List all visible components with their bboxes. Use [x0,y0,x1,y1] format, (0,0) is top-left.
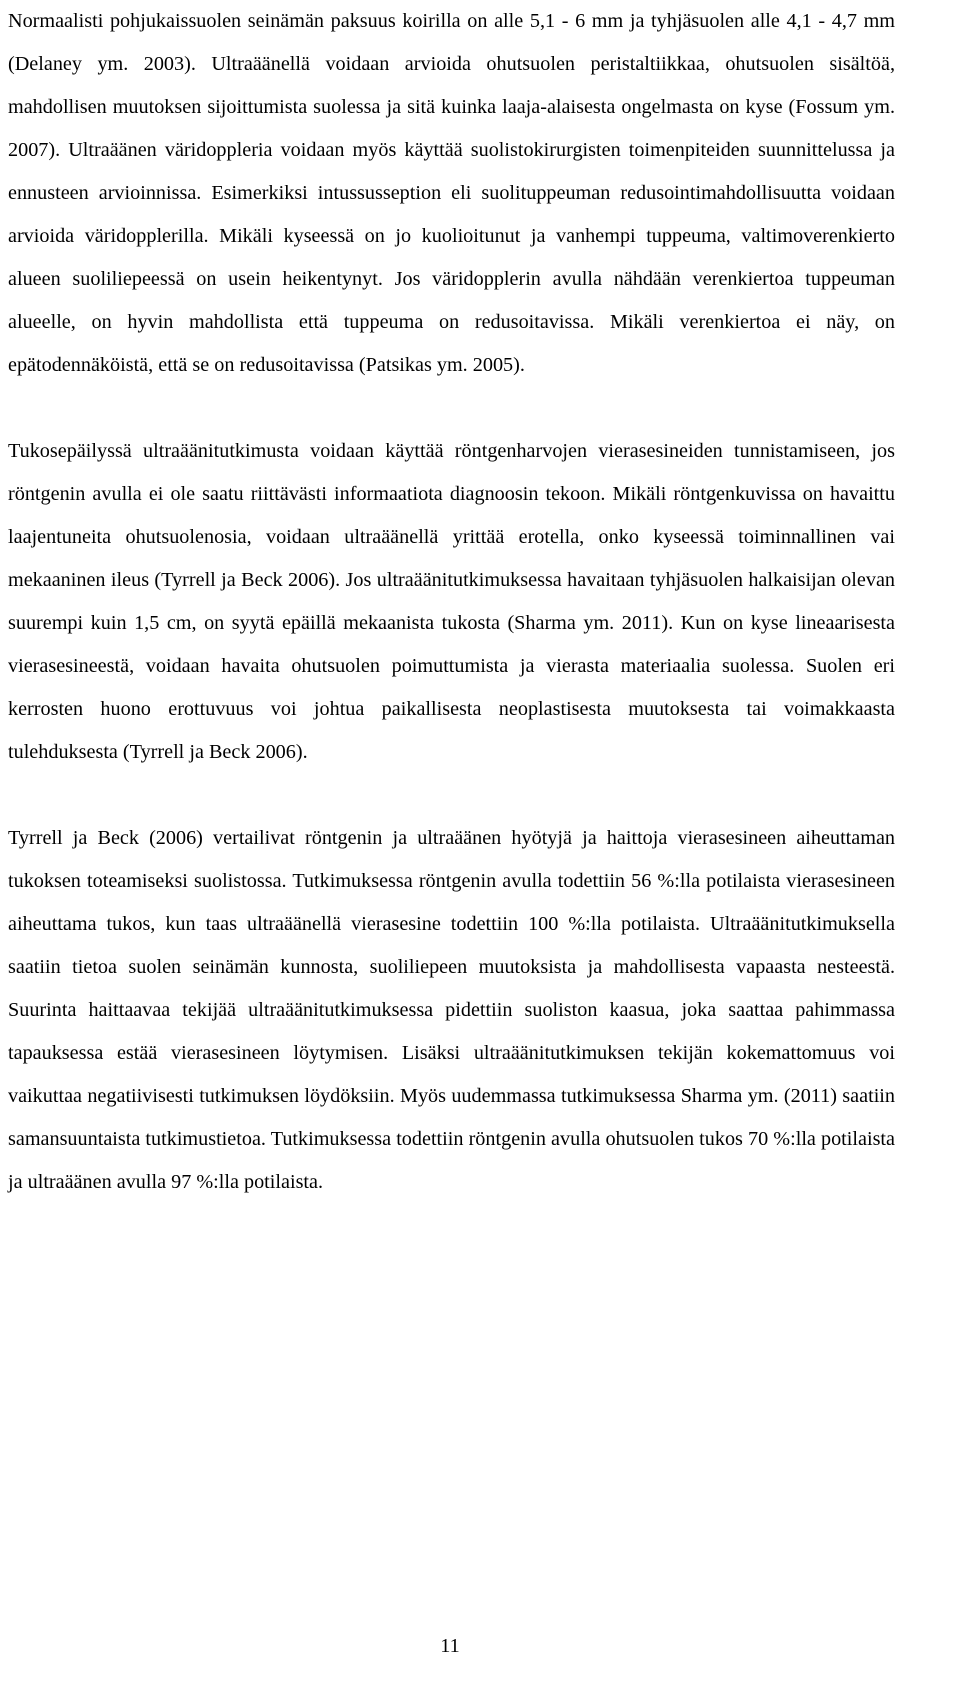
page-number: 11 [440,1635,460,1657]
body-paragraph-1: Normaalisti pohjukaissuolen seinämän paksuus koirilla on alle 5,1 - 6 mm ja tyhjäsuolen alle 4,1 - 4,7 mm (Delaney ym. 2003). Ultraäänellä voidaan arvioida ohutsuolen peristaltiikkaa, ohutsuolen sisältöä, mahdollisen muutoksen sijoittumista suolessa ja sitä kuinka laaja-alaisesta ongelmasta on kyse (Fossum ym. 2007). Ultraäänen väridoppleria voidaan myös käyttää suolistokirurgisten toimenpiteiden suunnittelussa ja ennusteen arvioinnissa. Esimerkiksi intussusseption eli suolituppeuman redusointimahdollisuutta voidaan arvioida väridopplerilla. Mikäli kyseessä on jo kuolioitunut ja vanhempi tuppeuma, valtimoverenkierto alueen suoliliepeessä on usein heikentynyt. Jos väridopplerin avulla nähdään verenkiertoa tuppeuman alueelle, on hyvin mahdollista että tuppeuma on redusoitavissa. Mikäli verenkiertoa ei näy, on epätodennäköistä, että se on redusoitavissa (Patsikas ym. 2005). [8,10,895,376]
document-page [8,0,895,1204]
body-paragraph-3: Tyrrell ja Beck (2006) vertailivat röntgenin ja ultraäänen hyötyjä ja haittoja vierasesineen aiheuttaman tukoksen toteamiseksi suolistossa. Tutkimuksessa röntgenin avulla todettiin 56 %:lla potilaista vierasesineen aiheuttama tukos, kun taas ultraäänellä vierasesine todettiin 100 %:lla potilaista. Ultraäänitutkimuksella saatiin tietoa suolen seinämän kunnosta, suoliliepeen muutoksista ja mahdollisesta vapaasta nesteestä. Suurinta haittaavaa tekijää ultraäänitutkimuksessa pidettiin suoliston kaasua, joka saattaa pahimmassa tapauksessa estää vierasesineen löytymisen. Lisäksi ultraäänitutkimuksen tekijän kokemattomuus voi vaikuttaa negatiivisesti tutkimuksen löydöksiin. Myös uudemmassa tutkimuksessa Sharma ym. (2011) saatiin samansuuntaista tutkimustietoa. Tutkimuksessa todettiin röntgenin avulla ohutsuolen tukos 70 %:lla potilaista ja ultraäänen avulla 97 %:lla potilaista. [8,827,895,1193]
body-paragraph-2: Tukosepäilyssä ultraäänitutkimusta voidaan käyttää röntgenharvojen vierasesineiden tunnistamiseen, jos röntgenin avulla ei ole saatu riittävästi informaatiota diagnoosin tekoon. Mikäli röntgenkuvissa on havaittu laajentuneita ohutsuolenosia, voidaan ultraäänellä yrittää erotella, onko kyseessä toiminnallinen vai mekaaninen ileus (Tyrrell ja Beck 2006). Jos ultraäänitutkimuksessa havaitaan tyhjäsuolen halkaisijan olevan suurempi kuin 1,5 cm, on syytä epäillä mekaanista tukosta (Sharma ym. 2011). Kun on kyse lineaarisesta vierasesineestä, voidaan havaita ohutsuolen poimuttumista ja vierasta materiaalia suolessa. Suolen eri kerrosten huono erottuvuus voi johtua paikallisesta neoplastisesta muutoksesta tai voimakkaasta tulehduksesta (Tyrrell ja Beck 2006). [8,440,895,763]
